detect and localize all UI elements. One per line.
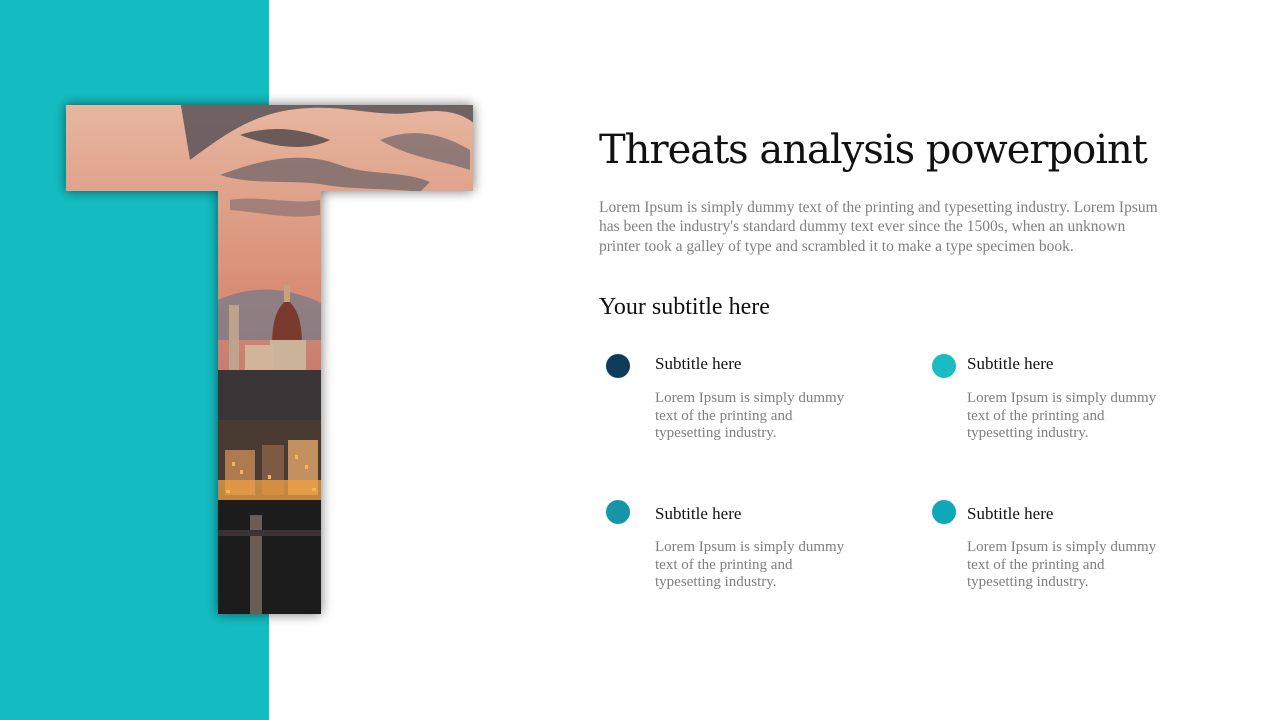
feature-item-text: Lorem Ipsum is simply dummy text of the printing and typesetting industry. — [655, 539, 845, 591]
bullet-dot-icon — [932, 354, 956, 378]
bullet-dot-icon — [932, 500, 956, 524]
feature-item-4 — [918, 503, 1218, 623]
feature-item-text: Lorem Ipsum is simply dummy text of the printing and typesetting industry. — [967, 390, 1157, 442]
intro-paragraph: Lorem Ipsum is simply dummy text of the printing and typesetting industry. Lorem Ipsum has been the industry's standard dummy text ever since the 1500s, when an unknown printer took a galley of type and scrambled it to make a type specimen book. — [599, 199, 1158, 255]
bullet-dot-icon — [606, 354, 630, 378]
feature-item-title: Subtitle here — [655, 354, 742, 373]
t-shape-group — [60, 100, 480, 620]
feature-item-1 — [606, 354, 906, 474]
bullet-dot-icon — [606, 500, 630, 524]
slide-title: Threats analysis powerpoint — [599, 127, 1147, 173]
feature-item-title: Subtitle here — [967, 504, 1054, 523]
feature-item-text: Lorem Ipsum is simply dummy text of the printing and typesetting industry. — [967, 539, 1157, 591]
feature-item-title: Subtitle here — [967, 354, 1054, 373]
feature-item-text: Lorem Ipsum is simply dummy text of the printing and typesetting industry. — [655, 390, 845, 442]
feature-item-title: Subtitle here — [655, 504, 742, 523]
feature-item-3 — [606, 503, 906, 623]
feature-item-2 — [918, 354, 1218, 474]
section-subtitle: Your subtitle here — [599, 294, 770, 320]
